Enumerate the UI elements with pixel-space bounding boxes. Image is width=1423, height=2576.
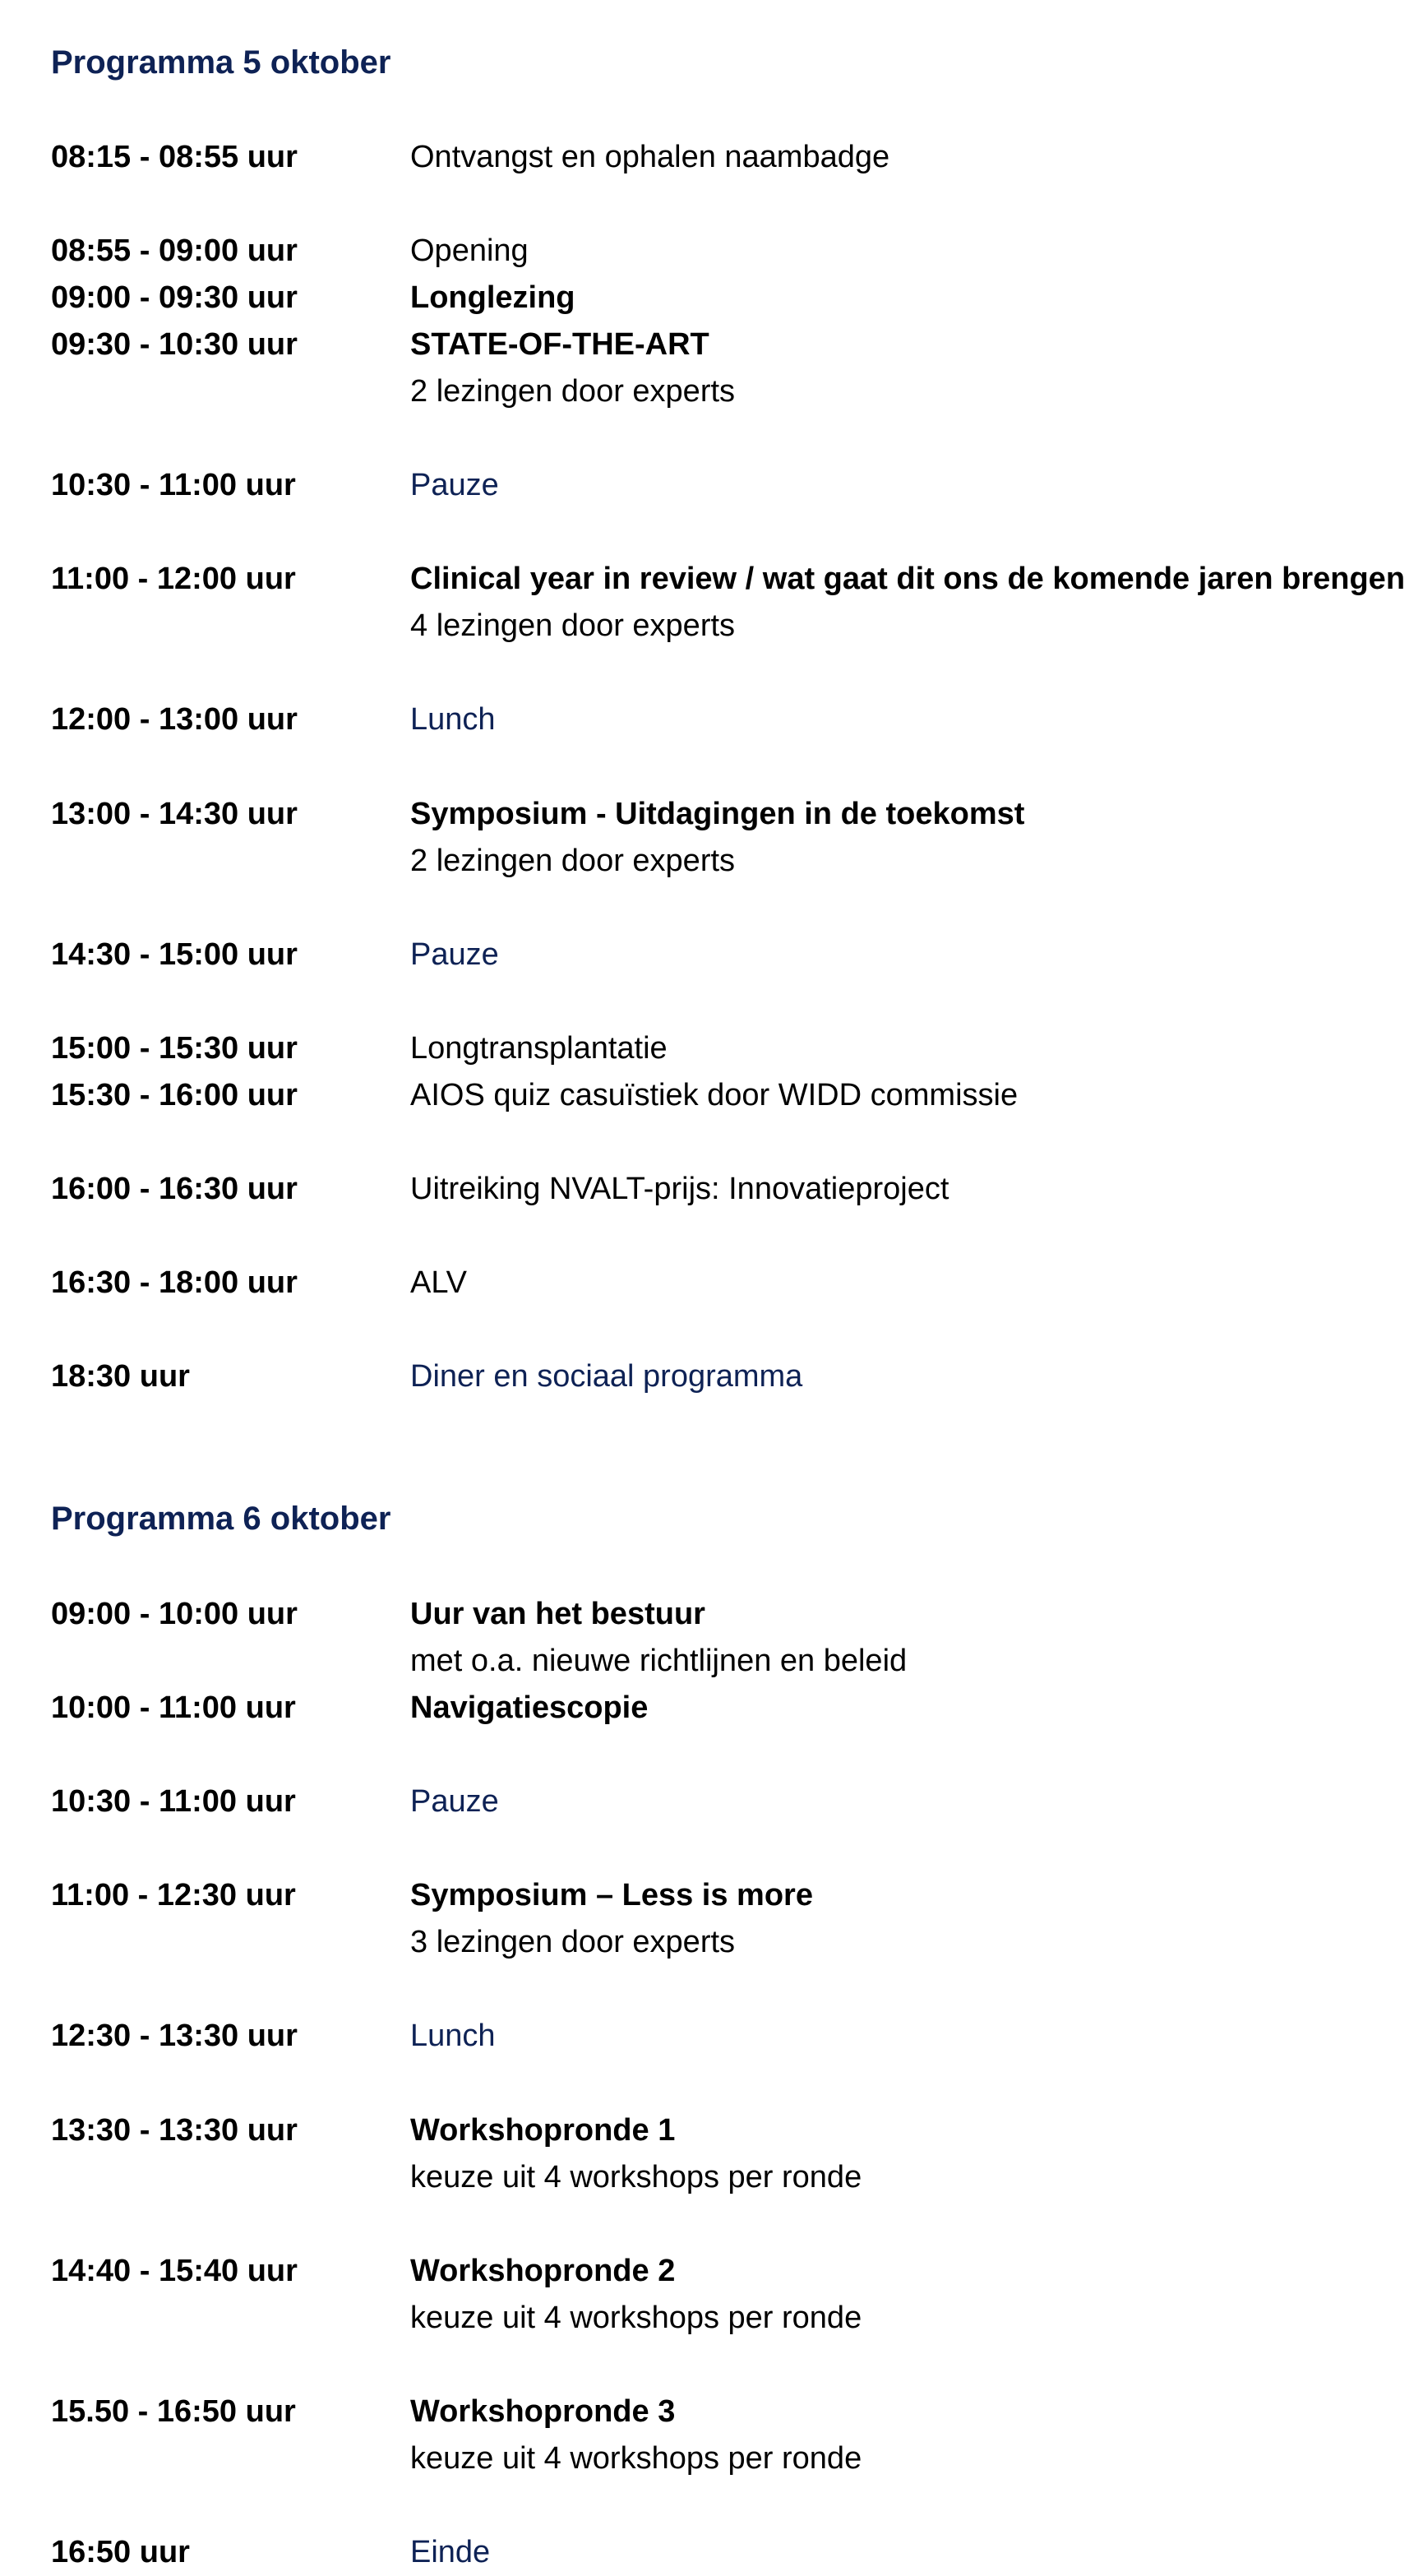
schedule-row [51, 275, 1399, 321]
schedule-row [51, 228, 1399, 274]
time-slot: 16:50 uur [51, 2535, 190, 2569]
session-description: 2 lezingen door experts [410, 844, 736, 878]
section-title-day2: Programma 6 oktober [51, 1501, 391, 1537]
schedule-row [51, 321, 1399, 368]
session-description: Longlezing [410, 280, 575, 315]
schedule-row [51, 2248, 1399, 2294]
time-slot: 13:30 - 13:30 uur [51, 2113, 298, 2148]
schedule-row [51, 368, 1399, 414]
schedule-row [51, 556, 1406, 602]
schedule-row [51, 1591, 1399, 1637]
schedule-row [51, 1919, 1399, 1965]
session-description: Workshopronde 2 [410, 2254, 676, 2288]
session-description: Opening [410, 234, 529, 268]
session-description: Ontvangst en ophalen naambadge [410, 140, 890, 174]
session-description: Pauze [410, 1784, 499, 1819]
schedule-row [51, 2107, 1399, 2153]
session-description: Lunch [410, 2019, 496, 2053]
schedule-row [51, 1072, 1399, 1118]
session-description: Clinical year in review / wat gaat dit ons de komende jaren brengen [410, 562, 1406, 596]
schedule-row [51, 1638, 1399, 1684]
session-description: Navigatiescopie [410, 1690, 649, 1725]
session-description: ALV [410, 1265, 468, 1300]
time-slot: 09:00 - 09:30 uur [51, 280, 298, 315]
session-description: STATE-OF-THE-ART [410, 327, 709, 362]
session-description: keuze uit 4 workshops per ronde [410, 2301, 862, 2335]
section-title-day1: Programma 5 oktober [51, 44, 391, 81]
session-description: met o.a. nieuwe richtlijnen en beleid [410, 1644, 908, 1678]
time-slot: 08:15 - 08:55 uur [51, 140, 298, 174]
session-description: Uur van het bestuur [410, 1597, 705, 1631]
time-slot: 12:30 - 13:30 uur [51, 2019, 298, 2053]
schedule-row [51, 134, 1399, 180]
schedule-row [51, 1260, 1399, 1306]
session-description: 3 lezingen door experts [410, 1925, 736, 1959]
schedule-row [51, 1685, 1399, 1731]
time-slot: 15:00 - 15:30 uur [51, 1031, 298, 1066]
time-slot: 16:30 - 18:00 uur [51, 1265, 298, 1300]
session-description: Lunch [410, 702, 496, 737]
time-slot: 10:00 - 11:00 uur [51, 1690, 296, 1725]
session-description: Uitreiking NVALT-prijs: Innovatieproject [410, 1172, 949, 1206]
schedule-row [51, 2295, 1399, 2341]
schedule-row [51, 1166, 1399, 1212]
time-slot: 08:55 - 09:00 uur [51, 234, 298, 268]
session-description: AIOS quiz casuïstiek door WIDD commissie [410, 1078, 1019, 1112]
time-slot: 15:30 - 16:00 uur [51, 1078, 298, 1112]
time-slot: 18:30 uur [51, 1359, 190, 1394]
session-description: Pauze [410, 937, 499, 972]
schedule-row [51, 1025, 1399, 1071]
time-slot: 15.50 - 16:50 uur [51, 2394, 296, 2429]
schedule-row [51, 838, 1399, 884]
time-slot: 14:40 - 15:40 uur [51, 2254, 298, 2288]
time-slot: 12:00 - 13:00 uur [51, 702, 298, 737]
schedule-row [51, 2435, 1399, 2481]
time-slot: 14:30 - 15:00 uur [51, 937, 298, 972]
time-slot: 11:00 - 12:30 uur [51, 1878, 296, 1912]
schedule-row [51, 2154, 1399, 2200]
time-slot: 13:00 - 14:30 uur [51, 797, 298, 831]
schedule-row [51, 1872, 1399, 1918]
session-description: Workshopronde 3 [410, 2394, 676, 2429]
time-slot: 09:30 - 10:30 uur [51, 327, 298, 362]
schedule-row [51, 1778, 1399, 1824]
schedule-row [51, 2013, 1399, 2059]
session-description: keuze uit 4 workshops per ronde [410, 2441, 862, 2476]
session-description: 2 lezingen door experts [410, 374, 736, 409]
schedule-row [51, 696, 1399, 742]
session-description: Symposium – Less is more [410, 1878, 813, 1912]
schedule-row [51, 2529, 1399, 2575]
session-description: 4 lezingen door experts [410, 608, 736, 643]
session-description: Symposium - Uitdagingen in de toekomst [410, 797, 1025, 831]
session-description: Workshopronde 1 [410, 2113, 676, 2148]
time-slot: 16:00 - 16:30 uur [51, 1172, 298, 1206]
session-description: Diner en sociaal programma [410, 1359, 803, 1394]
schedule-row [51, 2389, 1399, 2435]
time-slot: 11:00 - 12:00 uur [51, 562, 296, 596]
session-description: Longtransplantatie [410, 1031, 668, 1066]
schedule-row [51, 462, 1399, 508]
time-slot: 09:00 - 10:00 uur [51, 1597, 298, 1631]
schedule-row [51, 932, 1399, 978]
session-description: keuze uit 4 workshops per ronde [410, 2160, 862, 2194]
schedule-row [51, 603, 1399, 649]
time-slot: 10:30 - 11:00 uur [51, 1784, 296, 1819]
time-slot: 10:30 - 11:00 uur [51, 468, 296, 502]
session-description: Pauze [410, 468, 499, 502]
schedule-row [51, 791, 1399, 837]
session-description: Einde [410, 2535, 491, 2569]
schedule-row [51, 1353, 1399, 1399]
